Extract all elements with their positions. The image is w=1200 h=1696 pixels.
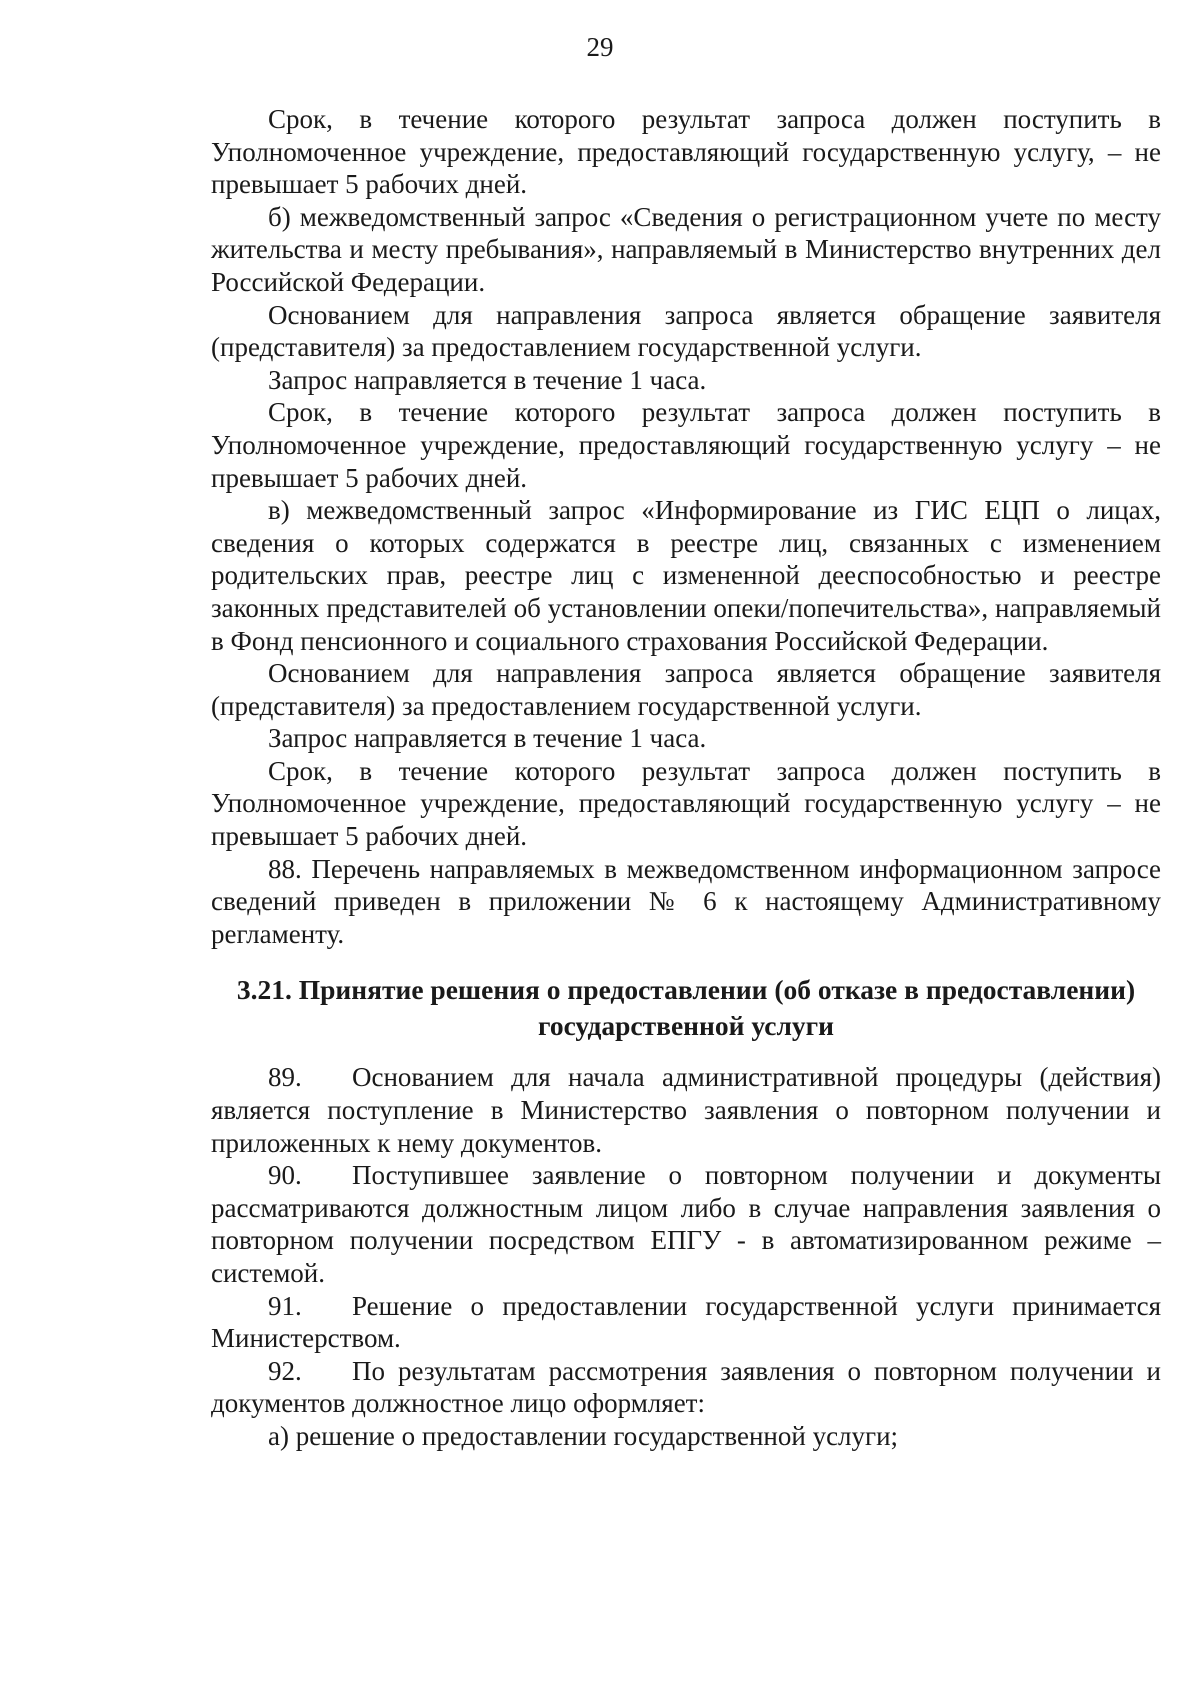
paragraph-term-1: Срок, в течение которого результат запроса должен поступить в Уполномоченное учреждение, предоставляющий государственную услугу, – не превышает 5 рабочих дней.	[211, 104, 1161, 200]
paragraph-request-b: б) межведомственный запрос «Сведения о регистрационном учете по месту жительства и месту пребывания», направляемый в Министерство внутренних дел Российской Федерации.	[211, 201, 1161, 297]
paragraph-92	[211, 1355, 1161, 1420]
paragraph-90	[211, 1159, 1161, 1289]
paragraph-basis-2: Основанием для направления запроса является обращение заявителя (представителя) за предоставлением государственной услуги.	[211, 658, 1161, 721]
paragraph-request-v: в) межведомственный запрос «Информирование из ГИС ЕЦП о лицах, сведения о которых содержатся в реестре лиц, связанных с изменением родительских прав, реестре лиц с измененной дееспособностью и реестре законных представителей об установлении опеки/попечительства», направляемый в Фонд пенсионного и социального страхования Российской Федерации.	[211, 495, 1161, 656]
paragraph-number: 91.	[268, 1290, 302, 1321]
paragraph-item-a: а) решение о предоставлении государственной услуги;	[268, 1420, 899, 1451]
paragraph-text: Основанием для начала административной процедуры (действия) является поступление в Министерство заявления о повторном получении и приложенных к нему документов.	[211, 1062, 1161, 1158]
paragraph-term-2: Срок, в течение которого результат запроса должен поступить в Уполномоченное учреждение, предоставляющий государственную услугу – не превышает 5 рабочих дней.	[211, 397, 1161, 493]
paragraph-term-3: Срок, в течение которого результат запроса должен поступить в Уполномоченное учреждение, предоставляющий государственную услугу – не превышает 5 рабочих дней.	[211, 755, 1161, 852]
paragraph-number: 90.	[268, 1160, 302, 1191]
paragraph-89	[211, 1061, 1161, 1159]
paragraph-91	[211, 1290, 1161, 1355]
section-heading: 3.21. Принятие решения о предоставлении (об отказе в предоставлении) государственной услуги	[236, 974, 1136, 1042]
paragraph-number: 89.	[268, 1062, 302, 1093]
paragraph-text: Решение о предоставлении государственной услуги принимается Министерством.	[211, 1290, 1161, 1354]
document-body	[211, 103, 1161, 1453]
paragraph-text: По результатам рассмотрения заявления о повторном получении и документов должностное лицо оформляет:	[211, 1355, 1161, 1419]
paragraph-basis-1: Основанием для направления запроса является обращение заявителя (представителя) за предоставлением государственной услуги.	[211, 299, 1161, 363]
paragraph-text: Поступившее заявление о повторном получении и документы рассматриваются должностным лицом либо в случае направления заявления о повторном получении посредством ЕПГУ - в автоматизированном режиме – системой.	[211, 1160, 1161, 1288]
paragraph-number: 92.	[268, 1355, 302, 1386]
paragraph-send-1: Запрос направляется в течение 1 часа.	[268, 364, 707, 395]
paragraph-88: 88. Перечень направляемых в межведомственном информационном запросе сведений приведен в приложении № 6 к настоящему Административному регламенту.	[211, 853, 1161, 949]
paragraph-send-2: Запрос направляется в течение 1 часа.	[268, 723, 707, 754]
page-number: 29	[586, 32, 614, 62]
